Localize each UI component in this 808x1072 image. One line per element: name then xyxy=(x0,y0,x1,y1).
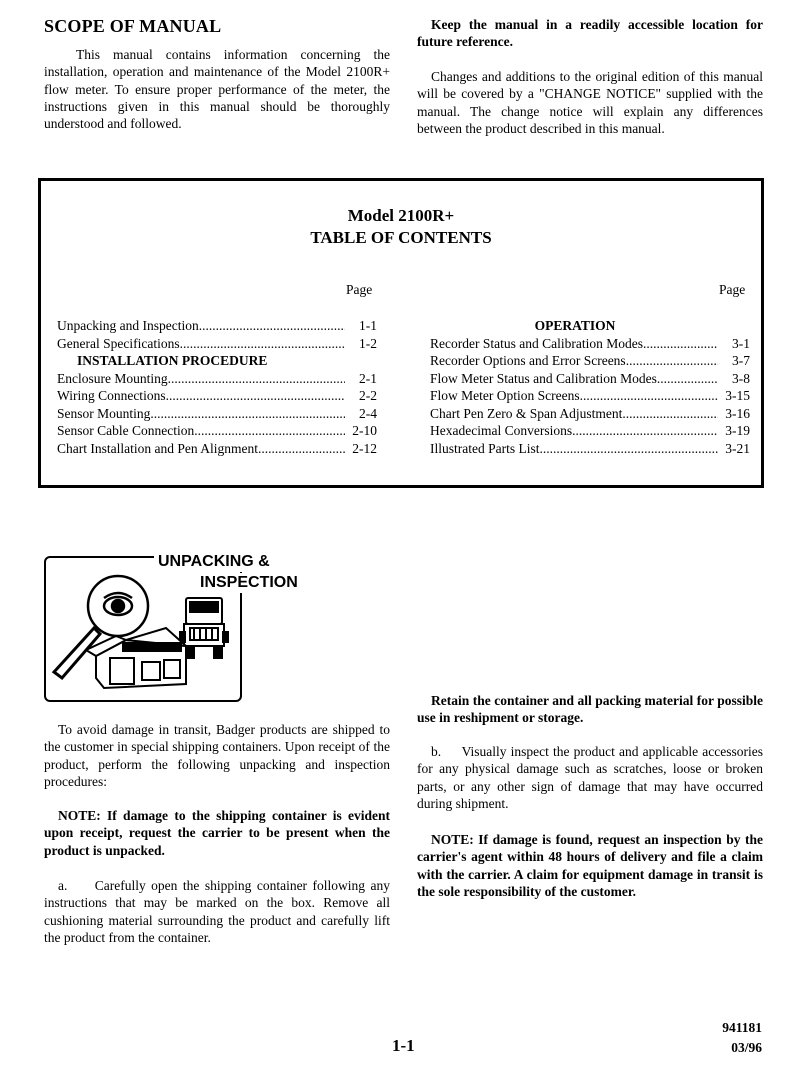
unpacking-title-line2: INSPECTION xyxy=(196,573,302,593)
page-label-left: Page xyxy=(346,282,373,297)
toc-entry[interactable] xyxy=(430,387,750,405)
toc-entry[interactable] xyxy=(430,405,750,423)
toc-entry-label: Wiring Connections xyxy=(57,388,166,403)
toc-entry[interactable] xyxy=(57,405,377,423)
toc-left-column xyxy=(57,317,377,457)
toc-entry-label: Recorder Options and Error Screens xyxy=(430,353,626,368)
toc-entry-label: Flow Meter Option Screens xyxy=(430,388,580,403)
toc-entry-page: 3-16 xyxy=(725,405,750,421)
toc-entry-page: 3-8 xyxy=(732,370,750,386)
keep-notice: Keep the manual in a readily accessible location for future reference. xyxy=(417,17,763,50)
scope-paragraph: This manual contains information concerning the installation, operation and maintenance of the Model 2100R+ flow meter. To ensure proper performance of the meter, the instructions given in this manual should be thoroughly understood and followed. xyxy=(44,47,390,132)
toc-entry-page: 3-15 xyxy=(725,388,750,403)
inspection-claim-note: NOTE: If damage is found, request an inspection by the carrier's agent within 48 hours of delivery and file a claim with the carrier. A claim for equipment damage in transit is the sole responsibility of the customer. xyxy=(417,832,763,899)
toc-right-column xyxy=(430,317,750,457)
page-number: 1-1 xyxy=(392,1036,415,1055)
toc-entry[interactable] xyxy=(57,387,377,405)
toc-box xyxy=(38,178,764,488)
toc-entry-label: Hexadecimal Conversions xyxy=(430,423,573,438)
toc-entry-label: Unpacking and Inspection xyxy=(57,318,199,333)
scope-heading: SCOPE OF MANUAL xyxy=(44,16,222,36)
toc-entry-label: Sensor Cable Connection xyxy=(57,423,195,438)
document-date: 03/96 xyxy=(731,1040,762,1055)
toc-entry-label: Illustrated Parts List xyxy=(430,440,540,456)
toc-entry-page: 3-1 xyxy=(732,335,750,351)
toc-entry-page: 2-12 xyxy=(352,440,377,456)
document-number: 941181 xyxy=(722,1020,762,1035)
toc-entry[interactable] xyxy=(57,440,377,458)
toc-entry-label: Chart Pen Zero & Span Adjustment xyxy=(430,405,623,421)
toc-entry-label: Enclosure Mounting xyxy=(57,370,168,386)
changes-paragraph: Changes and additions to the original edition of this manual will be covered by a "CHANGE NOTICE" supplied with the manual. The change notice will explain any differences between the product described in this manual. xyxy=(417,69,763,136)
toc-entry[interactable] xyxy=(57,370,377,388)
toc-entry[interactable] xyxy=(57,317,377,335)
toc-title-model: Model 2100R+ xyxy=(347,206,455,225)
toc-entry-page: 2-10 xyxy=(352,423,377,438)
toc-entry[interactable] xyxy=(430,370,750,388)
toc-entry-page: 1-1 xyxy=(359,318,377,333)
toc-title-contents: TABLE OF CONTENTS xyxy=(310,228,492,247)
toc-entry-label: Chart Installation and Pen Alignment xyxy=(57,440,258,456)
operation-heading: OPERATION xyxy=(534,318,616,333)
shipping-damage-note: NOTE: If damage to the shipping container is evident upon receipt, request the carrier to be present when the product is unpacked. xyxy=(44,808,390,858)
toc-title xyxy=(41,205,761,249)
step-a-paragraph: a. Carefully open the shipping container following any instructions that may be marked on the box. Remove all cushioning material surrounding the product and carefully lift the product from the container. xyxy=(44,878,394,945)
unpacking-title-line1: UNPACKING & xyxy=(154,552,274,572)
toc-entry-page: 3-7 xyxy=(732,353,750,368)
toc-entry-page: 2-1 xyxy=(359,370,377,386)
toc-entry[interactable] xyxy=(57,422,377,440)
retain-container-notice: Retain the container and all packing material for possible use in reshipment or storage. xyxy=(417,693,763,726)
toc-entry-label: Recorder Status and Calibration Modes xyxy=(430,335,643,351)
unpacking-intro: To avoid damage in transit, Badger products are shipped to the customer in special shipping containers. Upon receipt of the product, perform the following unpacking and inspection procedures: xyxy=(44,722,390,789)
toc-entry-page: 3-19 xyxy=(725,423,750,438)
toc-entry[interactable] xyxy=(430,440,750,458)
toc-entry[interactable] xyxy=(430,422,750,440)
toc-entry-label: Sensor Mounting xyxy=(57,405,151,421)
page-label-right: Page xyxy=(719,282,746,297)
toc-entry[interactable] xyxy=(430,335,750,353)
toc-entry-page: 3-21 xyxy=(725,440,750,456)
toc-entry-label: Flow Meter Status and Calibration Modes xyxy=(430,370,657,386)
toc-entry-page: 1-2 xyxy=(359,335,377,351)
toc-entry-page: 2-2 xyxy=(359,388,377,403)
installation-heading: INSTALLATION PROCEDURE xyxy=(77,353,268,368)
toc-entry-label: General Specifications xyxy=(57,335,180,351)
toc-entry[interactable] xyxy=(57,335,377,353)
toc-entry-page: 2-4 xyxy=(359,405,377,421)
step-b-paragraph: b. Visually inspect the product and applicable accessories for any physical damage such as scratches, loose or broken parts, or any other sign of damage that may have occurred during shipment. xyxy=(417,744,767,811)
toc-entry[interactable] xyxy=(430,352,750,370)
